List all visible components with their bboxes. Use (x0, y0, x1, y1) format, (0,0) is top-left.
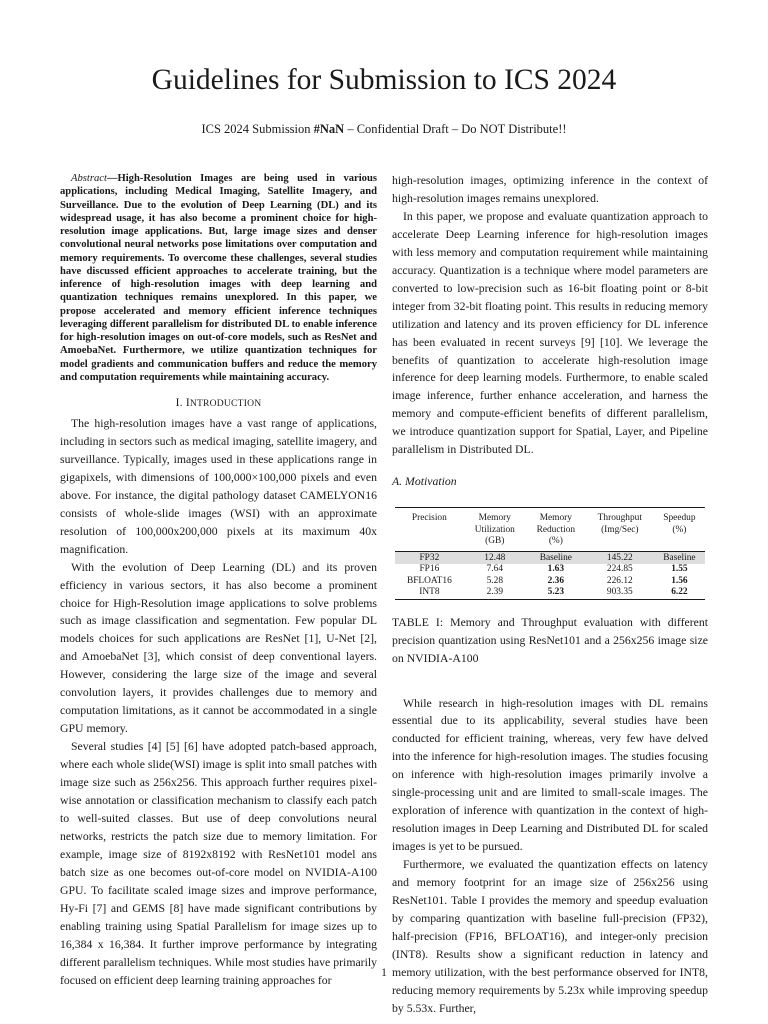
page-number: 1 (381, 967, 387, 979)
section-number: I. (175, 397, 186, 409)
table-body (395, 552, 705, 600)
intro-continuation: high-resolution images, optimizing inference in the context of high-resolution images remains unexplored. (392, 174, 708, 205)
section-heading-introduction (60, 396, 377, 411)
table-cell: 2.39 (464, 587, 526, 599)
table-cell: 226.12 (606, 575, 633, 586)
table-cell: 2.36 (547, 575, 565, 586)
table-cell: 6.22 (654, 587, 705, 599)
intro-paragraph: With the evolution of Deep Learning (DL) and its proven efficiency in various sectors, it has also become a prominent choice for High-Resolution image applications to solve problems such as image classification and segmentation. Few popular DL models choices for such applications are ResNet [1], U-Net [2], and AmoebaNet [3], which consist of deep conventional layers. However, considering the large size of the image and several convolution layers, it provides challenges due to memory and computation limitations, as it cannot be accommodated in a single GPU memory. (60, 560, 377, 736)
table-header-cell: Memory Reduction (%) (526, 508, 586, 552)
section-title-rest: NTRODUCTION (189, 398, 262, 409)
table-cell: Baseline (526, 552, 586, 565)
table-cell: 1.63 (547, 564, 565, 575)
table-header-row (395, 508, 705, 552)
table-header-cell: Precision (395, 508, 464, 552)
submission-number: #NaN (313, 122, 345, 136)
table-row (395, 564, 705, 576)
table-cell: 903.35 (586, 587, 654, 599)
table-cell: 145.22 (586, 552, 654, 565)
table-row (395, 576, 705, 588)
table-cell: 1.56 (671, 575, 688, 586)
submission-line (0, 121, 768, 137)
section-title-initial: I (185, 397, 190, 409)
motivation-paragraph: Furthermore, we evaluated the quantization effects on latency and memory footprint for an image size of 256x256 using ResNet101. Table I provides the memory and speedup evaluation by comparing quantization with baseline full-precision (FP32), half-precision (FP16, BFLOAT16), and integer-only precision (INT8). Results show a significant reduction in latency and memory utilization, with the best performance observed for INT8, reducing memory requirements by 5.23x while improving speedup by 5.53x. Further, (392, 858, 708, 1015)
left-column (60, 172, 377, 990)
paper-title: Guidelines for Submission to ICS 2024 (151, 64, 617, 96)
submission-suffix: – Confidential Draft – Do NOT Distribute!! (344, 122, 567, 136)
motivation-paragraph: While research in high-resolution images with DL remains essential due to its applicability, several studies have been conducted for efficient training, whereas, very few have delved into the inference for high-resolution images. The studies focusing on inference with high-resolution images primarily involve a single-processing unit and are limited to small-scale images. The exploration of inference with quantization in the context of high-resolution images in Deep Learning and Distributed DL for scaled images is yet to be pursued. (392, 696, 708, 854)
table-cell: 5.28 (486, 575, 503, 586)
intro-paragraph: Several studies [4] [5] [6] have adopted patch-based approach, where each whole slide(WSI) image is split into small patches with image size such as 256x256. This approach further requires pixel-wise annotation or classification mechanism to classify each patch to well-suited classes. But use of deep convolutions neural networks, restricts the patch size due to memory limitation. For example, image size of 8192x8192 with ResNet101 model ans batch size as one becomes out-of-core model on NVIDIA-A100 GPU. To facilitate scaled image sizes and improve performance, Hy-Fi [7] and GEMS [8] have made significant contributions by enabling training using Spatial Parallelism for image sizes up to 16,384 x 16,384. It further improve performance by integrating different parallelism techniques. While most studies have primarily focused on efficient deep learning training approaches for (60, 740, 377, 987)
table-header-cell: Throughput (Img/Sec) (586, 508, 654, 552)
table-cell: 224.85 (606, 564, 633, 575)
intro-paragraph: In this paper, we propose and evaluate quantization approach to accelerate Deep Learning inference for high-resolution images with less memory and computation requirement while maintaining accuracy. Quantization is a technique where model parameters are converted to low-precision such as 16-bit floating point or 8-bit integer from 32-bit floating point. This results in reducing memory utilization and latency and its proven efficiency for DL inference has been evaluated in recent surveys [9] [10]. We leverage the benefits of quantization to accelerate high-resolution image inference for deep learning models. Furthermore, to enable scaled image inference, further enhance acceleration, and harness the memory and compute-efficient benefits of different parallelism, we introduce quantization support for Spatial, Layer, and Pipeline parallelism in Distributed DL. (392, 209, 708, 457)
table-header-cell: Speedup (%) (654, 508, 705, 552)
table-cell: 5.23 (526, 587, 586, 599)
right-column (392, 172, 708, 1018)
table-cell: INT8 (395, 587, 464, 599)
table-cell: FP16 (419, 564, 440, 575)
table-row (395, 552, 705, 565)
table-header-cell: Memory Utilization (GB) (464, 508, 526, 552)
table-container (392, 507, 708, 599)
table-cell: 7.64 (486, 564, 503, 575)
table-caption: TABLE I: Memory and Throughput evaluation with different precision quantization using ResNet101 and a 256x256 image size on NVIDIA-A100 (392, 615, 708, 665)
table-row (395, 587, 705, 599)
table-cell: BFLOAT16 (406, 575, 452, 586)
abstract-text: —High-Resolution Images are being used in various applications, including Medical Imaging, Satellite Imagery, and Surveillance. Due to the evolution of Deep Learning (DL) and its widespread usage, it has also become a prominent choice for high-resolution image applications. But, large image sizes and denser convolutional neural networks pose limitations over computation and memory requirements. To overcome these challenges, several studies have discussed efficient approaches to accelerate training, but the inference of high-resolution images with deep learning and quantization techniques remains unexplored. In this paper, we propose accelerated and memory efficient inference techniques leveraging different parallelism for distributed DL to enable inference for high-resolution images on out-of-core models, such as ResNet and AmoebaNet. Furthermore, we utilize quantization techniques for model gradients and communication buffers and reduce the memory and computation requirements while maintaining accuracy. (60, 173, 377, 383)
subsection-heading-motivation: A. Motivation (392, 475, 457, 489)
table-cell: Baseline (654, 552, 705, 565)
abstract-label: Abstract (71, 173, 107, 184)
submission-prefix: ICS 2024 Submission (201, 122, 314, 136)
results-table (395, 507, 705, 599)
table-cell: 12.48 (464, 552, 526, 565)
table-cell: FP32 (395, 552, 464, 565)
intro-paragraph: The high-resolution images have a vast range of applications, including in sectors such as medical imaging, satellite imagery, and surveillance. Typically, images used in these applications range in gigapixels, with dimensions of 100,000×100,000 pixels and even above. For instance, the digital pathology dataset CAMELYON16 consists of whole-slide images (WSI) with an approximate resolution of 100,000x200,000 pixels at its maximum 40x magnification. (60, 417, 377, 556)
table-cell: 1.55 (671, 564, 688, 575)
abstract (60, 172, 377, 384)
